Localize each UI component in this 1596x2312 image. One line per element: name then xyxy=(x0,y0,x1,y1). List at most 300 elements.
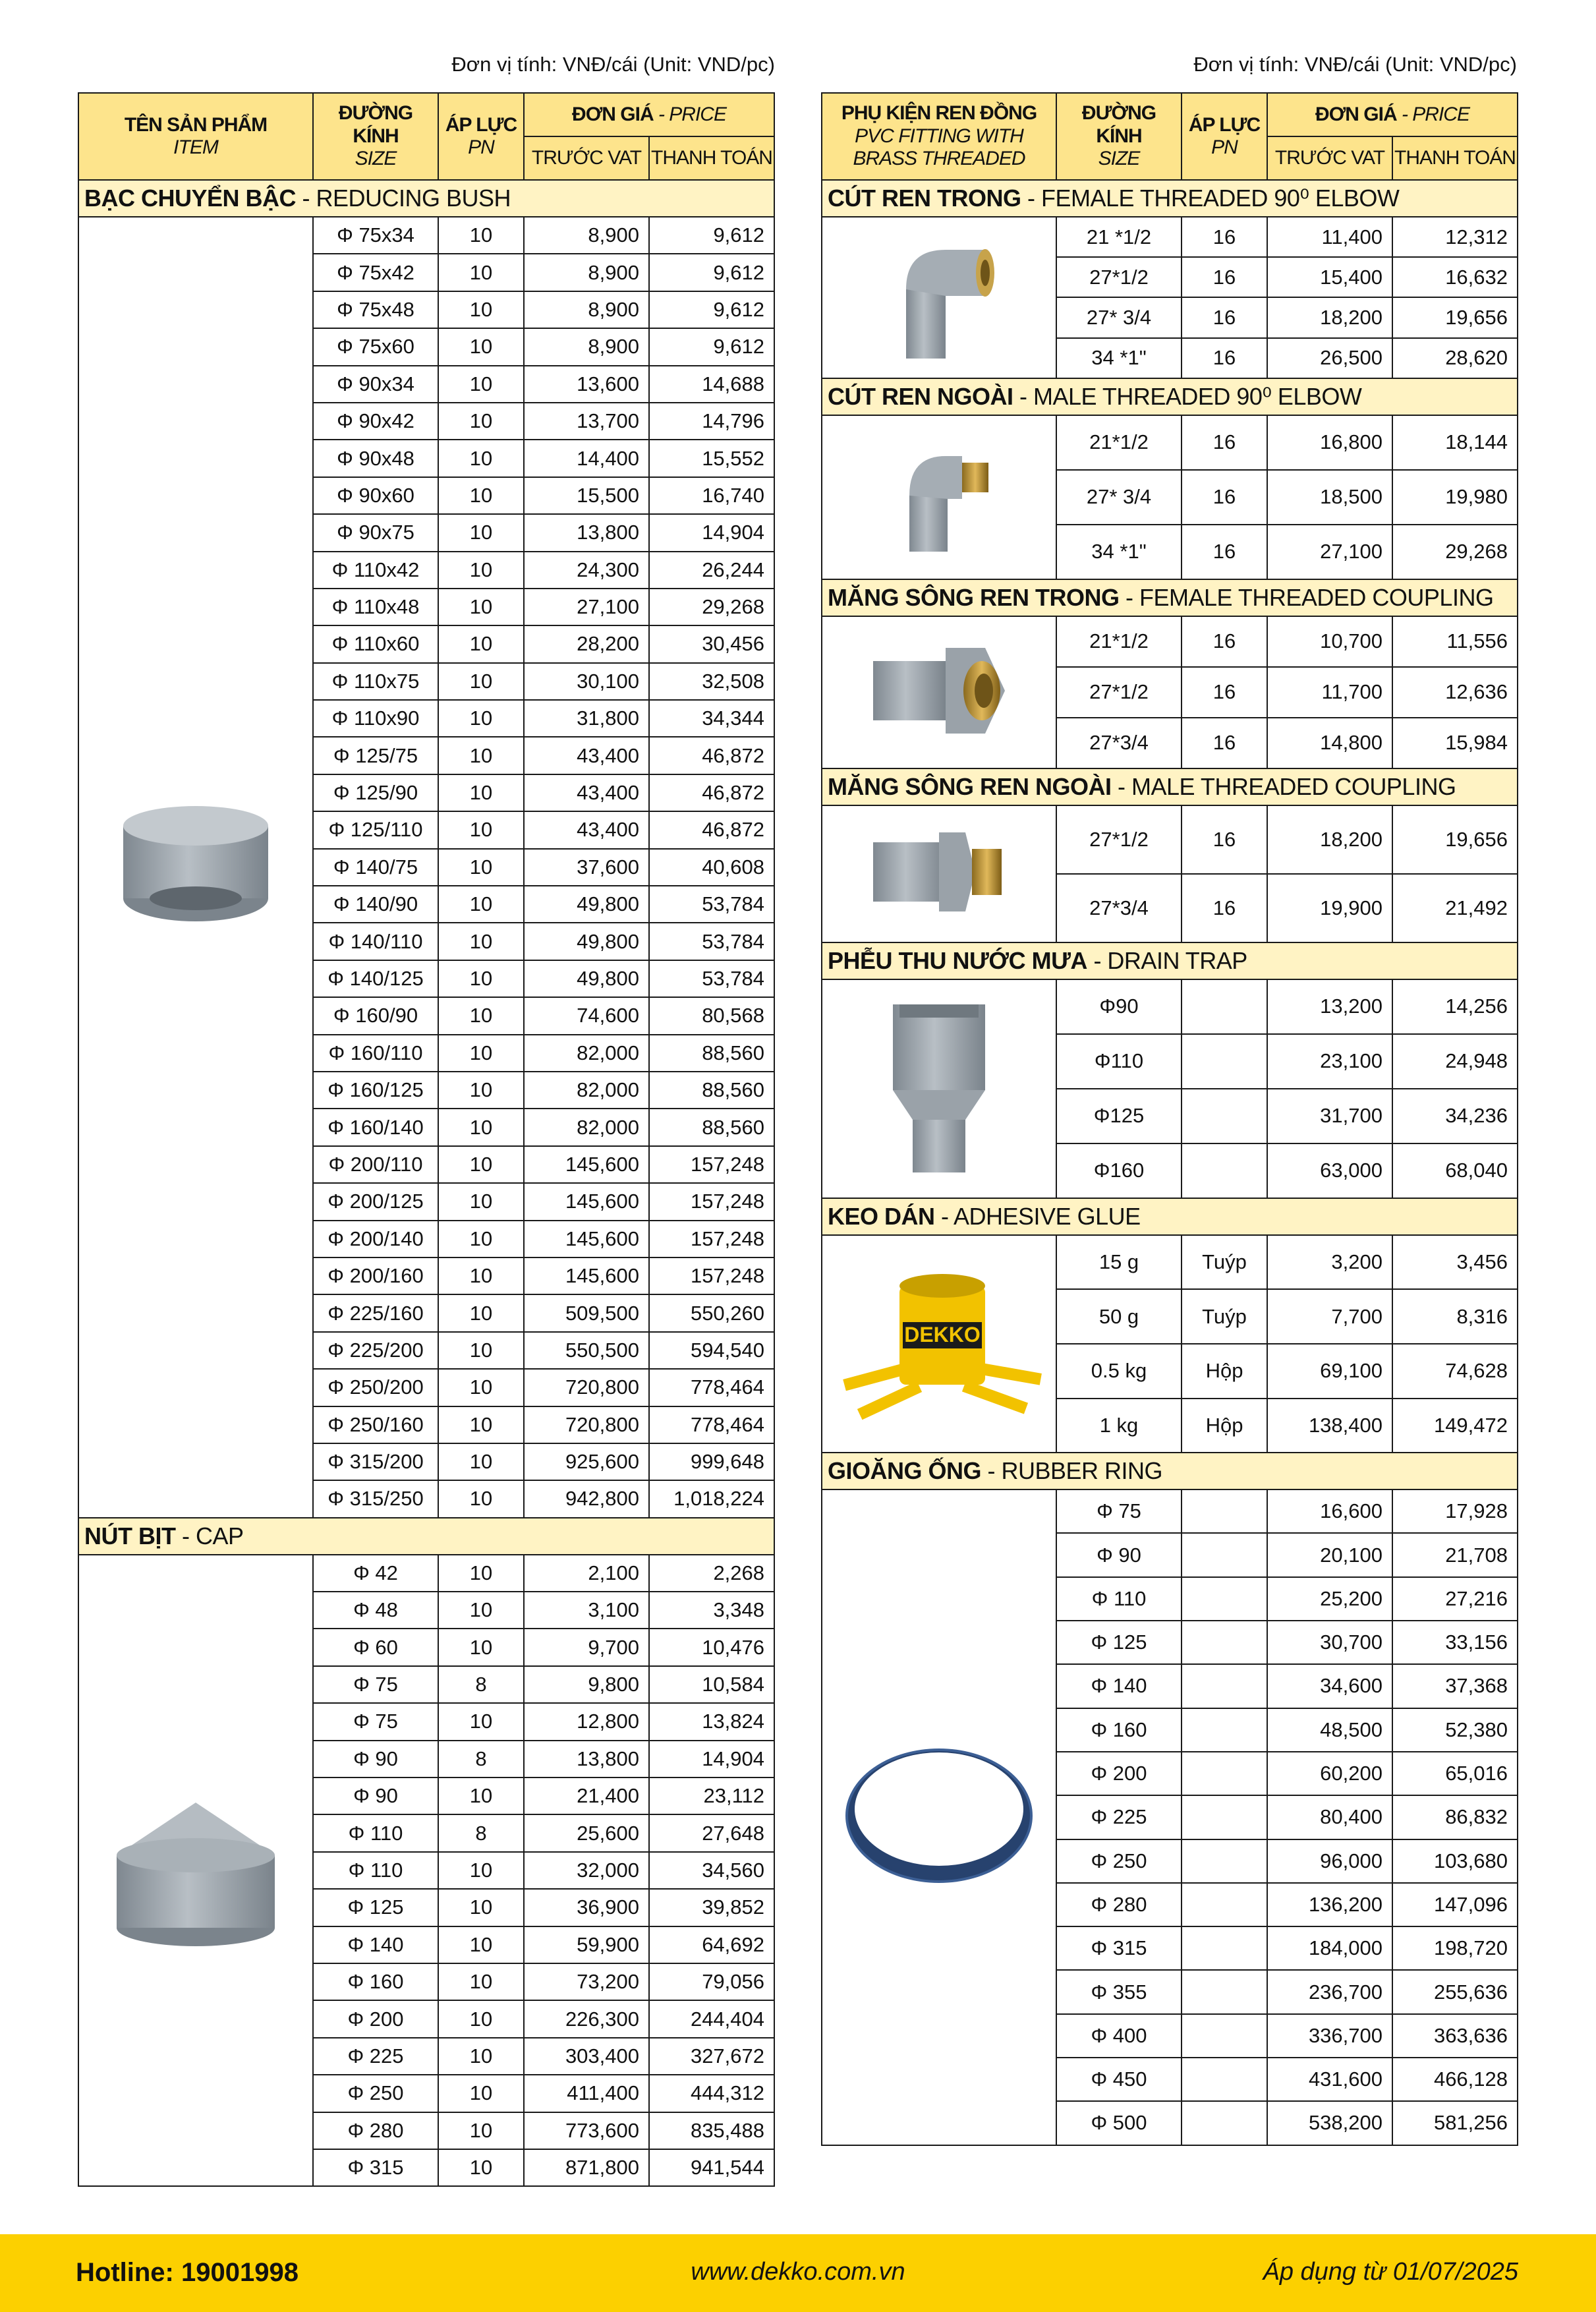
size-cell: Φ 110 xyxy=(313,1814,438,1851)
price-total-cell: 14,256 xyxy=(1392,979,1518,1034)
pn-cell xyxy=(1182,1708,1267,1752)
price-total-cell: 941,544 xyxy=(649,2149,774,2186)
price-total-cell: 19,656 xyxy=(1392,297,1518,337)
size-cell: 27*1/2 xyxy=(1056,805,1182,874)
pn-cell: 10 xyxy=(438,1294,524,1331)
pn-cell: 10 xyxy=(438,514,524,551)
table-row xyxy=(78,217,774,254)
pn-cell: 10 xyxy=(438,2038,524,2075)
pn-cell: 10 xyxy=(438,1257,524,1294)
price-total-cell: 53,784 xyxy=(649,886,774,923)
size-cell: Φ 315 xyxy=(1056,1926,1182,1970)
price-total-cell: 8,316 xyxy=(1392,1289,1518,1344)
price-before-vat-cell: 25,600 xyxy=(524,1814,649,1851)
section-title-en: - REDUCING BUSH xyxy=(296,185,511,212)
table-row xyxy=(822,1489,1518,1533)
price-before-vat-cell: 145,600 xyxy=(524,1146,649,1183)
price-total-cell: 68,040 xyxy=(1392,1143,1518,1198)
pn-cell xyxy=(1182,1533,1267,1576)
price-total-cell: 40,608 xyxy=(649,849,774,886)
pn-cell: 10 xyxy=(438,1963,524,2000)
size-cell: 0.5 kg xyxy=(1056,1344,1182,1399)
section-header-male-coupling xyxy=(822,768,1518,805)
price-before-vat-cell: 509,500 xyxy=(524,1294,649,1331)
price-before-vat-cell: 720,800 xyxy=(524,1369,649,1406)
price-total-cell: 28,620 xyxy=(1392,338,1518,378)
price-before-vat-cell: 138,400 xyxy=(1267,1399,1392,1453)
price-total-cell: 157,248 xyxy=(649,1257,774,1294)
size-cell: 21*1/2 xyxy=(1056,415,1182,470)
price-before-vat-cell: 21,400 xyxy=(524,1777,649,1814)
pn-cell: 16 xyxy=(1182,805,1267,874)
pn-cell: Hộp xyxy=(1182,1344,1267,1399)
price-total-cell: 52,380 xyxy=(1392,1708,1518,1752)
size-cell: Φ 225/200 xyxy=(313,1332,438,1369)
price-total-cell: 37,368 xyxy=(1392,1664,1518,1708)
size-cell: Φ 125/75 xyxy=(313,737,438,774)
price-before-vat-cell: 16,800 xyxy=(1267,415,1392,470)
size-cell: Φ 315/200 xyxy=(313,1443,438,1480)
price-before-vat-cell: 18,200 xyxy=(1267,297,1392,337)
section-header-rubber-ring xyxy=(822,1453,1518,1489)
price-before-vat-cell: 26,500 xyxy=(1267,338,1392,378)
hotline: Hotline: 19001998 xyxy=(76,2258,299,2287)
price-before-vat-cell: 27,100 xyxy=(524,589,649,625)
price-before-vat-cell: 73,200 xyxy=(524,1963,649,2000)
size-cell: Φ 200 xyxy=(313,2000,438,2037)
pn-cell xyxy=(1182,1621,1267,1664)
pn-cell xyxy=(1182,1883,1267,1926)
size-cell: Φ 140 xyxy=(313,1926,438,1963)
price-total-cell: 2,268 xyxy=(649,1555,774,1592)
price-total-cell: 39,852 xyxy=(649,1889,774,1926)
pn-cell: 10 xyxy=(438,589,524,625)
pn-cell: 10 xyxy=(438,886,524,923)
size-cell: Φ 90x48 xyxy=(313,440,438,477)
price-total-cell: 19,656 xyxy=(1392,805,1518,874)
size-cell: Φ 90x60 xyxy=(313,477,438,514)
price-before-vat-cell: 550,500 xyxy=(524,1332,649,1369)
pn-cell: 10 xyxy=(438,1183,524,1220)
size-cell: Φ 110x42 xyxy=(313,552,438,589)
apply-date: Áp dụng từ 01/07/2025 xyxy=(1263,2258,1518,2286)
price-total-cell: 17,928 xyxy=(1392,1489,1518,1533)
price-before-vat-cell: 20,100 xyxy=(1267,1533,1392,1576)
size-cell: 27*1/2 xyxy=(1056,667,1182,718)
pn-cell: 10 xyxy=(438,552,524,589)
size-cell: Φ 75 xyxy=(1056,1489,1182,1533)
pn-cell: 10 xyxy=(438,1072,524,1109)
size-cell: Φ 355 xyxy=(1056,1970,1182,2013)
pn-cell: 10 xyxy=(438,328,524,365)
size-cell: Φ125 xyxy=(1056,1089,1182,1143)
price-before-vat-cell: 18,200 xyxy=(1267,805,1392,874)
section-title-vn: GIOĂNG ỐNG xyxy=(828,1457,982,1485)
price-before-vat-cell: 2,100 xyxy=(524,1555,649,1592)
pn-cell: 10 xyxy=(438,774,524,811)
size-cell: Φ 160/140 xyxy=(313,1109,438,1145)
price-before-vat-cell: 136,200 xyxy=(1267,1883,1392,1926)
pn-cell: 10 xyxy=(438,1035,524,1072)
pn-cell: 16 xyxy=(1182,257,1267,297)
pn-cell: 10 xyxy=(438,477,524,514)
price-before-vat-cell: 49,800 xyxy=(524,923,649,960)
drain-trap-image xyxy=(822,979,1056,1198)
table-row xyxy=(822,616,1518,667)
price-total-cell: 32,508 xyxy=(649,663,774,700)
price-total-cell: 65,016 xyxy=(1392,1752,1518,1795)
pn-cell: Hộp xyxy=(1182,1399,1267,1453)
price-before-vat-cell: 773,600 xyxy=(524,2112,649,2149)
pn-cell: 10 xyxy=(438,663,524,700)
pn-cell: Tuýp xyxy=(1182,1289,1267,1344)
pn-cell xyxy=(1182,1795,1267,1839)
pn-cell: 16 xyxy=(1182,525,1267,579)
price-before-vat-cell: 145,600 xyxy=(524,1257,649,1294)
price-total-cell: 23,112 xyxy=(649,1777,774,1814)
size-cell: 27*1/2 xyxy=(1056,257,1182,297)
price-before-vat-cell: 82,000 xyxy=(524,1109,649,1145)
price-before-vat-cell: 9,800 xyxy=(524,1666,649,1703)
size-cell: Φ 75x48 xyxy=(313,291,438,328)
pn-cell: 10 xyxy=(438,217,524,254)
section-header-male-elbow xyxy=(822,378,1518,415)
pn-cell: 10 xyxy=(438,1443,524,1480)
pn-cell: 10 xyxy=(438,1221,524,1257)
price-before-vat-cell: 16,600 xyxy=(1267,1489,1392,1533)
price-before-vat-cell: 25,200 xyxy=(1267,1577,1392,1621)
size-cell: Φ 315 xyxy=(313,2149,438,2186)
price-total-cell: 3,348 xyxy=(649,1592,774,1629)
section-title-vn: NÚT BỊT xyxy=(84,1522,176,1549)
price-before-vat-cell: 32,000 xyxy=(524,1852,649,1889)
size-cell: 1 kg xyxy=(1056,1399,1182,1453)
rubber-ring-image xyxy=(822,1489,1056,2145)
size-cell: Φ 140 xyxy=(1056,1664,1182,1708)
header-item: TÊN SẢN PHẨM ITEM xyxy=(78,93,313,180)
price-total-cell: 244,404 xyxy=(649,2000,774,2037)
price-total-cell: 79,056 xyxy=(649,1963,774,2000)
unit-note-right: Đơn vị tính: VNĐ/cái (Unit: VND/pc) xyxy=(1193,53,1517,76)
pn-cell xyxy=(1182,1089,1267,1143)
pn-cell: 10 xyxy=(438,2000,524,2037)
pn-cell: Tuýp xyxy=(1182,1235,1267,1290)
pn-cell: 10 xyxy=(438,1592,524,1629)
price-total-cell: 14,688 xyxy=(649,366,774,403)
price-before-vat-cell: 11,400 xyxy=(1267,217,1392,257)
price-before-vat-cell: 74,600 xyxy=(524,997,649,1034)
pn-cell xyxy=(1182,2101,1267,2145)
size-cell: Φ160 xyxy=(1056,1143,1182,1198)
price-total-cell: 53,784 xyxy=(649,923,774,960)
price-total-cell: 255,636 xyxy=(1392,1970,1518,2013)
price-before-vat-cell: 27,100 xyxy=(1267,525,1392,579)
price-before-vat-cell: 9,700 xyxy=(524,1629,649,1665)
price-before-vat-cell: 69,100 xyxy=(1267,1344,1392,1399)
price-before-vat-cell: 145,600 xyxy=(524,1221,649,1257)
price-total-cell: 11,556 xyxy=(1392,616,1518,667)
size-cell: Φ 225 xyxy=(1056,1795,1182,1839)
price-total-cell: 26,244 xyxy=(649,552,774,589)
price-before-vat-cell: 19,900 xyxy=(1267,874,1392,942)
table-row xyxy=(822,217,1518,257)
section-title-vn: PHỄU THU NƯỚC MƯA xyxy=(828,946,1087,974)
price-total-cell: 33,156 xyxy=(1392,1621,1518,1664)
pn-cell: 16 xyxy=(1182,470,1267,525)
pn-cell: 10 xyxy=(438,849,524,886)
cap-icon xyxy=(110,1783,281,1954)
header-pn: ÁP LỰC PN xyxy=(1182,93,1267,180)
price-before-vat-cell: 31,800 xyxy=(524,700,649,737)
price-before-vat-cell: 145,600 xyxy=(524,1183,649,1220)
section-header-drain-trap xyxy=(822,942,1518,979)
size-cell: Φ 160 xyxy=(1056,1708,1182,1752)
price-before-vat-cell: 8,900 xyxy=(524,254,649,291)
size-cell: Φ 125/90 xyxy=(313,774,438,811)
header-before-vat: TRƯỚC VAT xyxy=(1267,136,1392,180)
price-total-cell: 9,612 xyxy=(649,291,774,328)
pn-cell: 10 xyxy=(438,2112,524,2149)
price-before-vat-cell: 37,600 xyxy=(524,849,649,886)
female-coupling-icon xyxy=(867,635,1012,747)
pn-cell: 8 xyxy=(438,1666,524,1703)
size-cell: Φ 140/75 xyxy=(313,849,438,886)
size-cell: Φ 160/90 xyxy=(313,997,438,1034)
price-total-cell: 594,540 xyxy=(649,1332,774,1369)
pn-cell: 10 xyxy=(438,625,524,662)
size-cell: Φ 110x60 xyxy=(313,625,438,662)
price-total-cell: 21,492 xyxy=(1392,874,1518,942)
price-total-cell: 363,636 xyxy=(1392,2014,1518,2058)
size-cell: 15 g xyxy=(1056,1235,1182,1290)
price-before-vat-cell: 96,000 xyxy=(1267,1839,1392,1883)
price-before-vat-cell: 8,900 xyxy=(524,328,649,365)
price-total-cell: 9,612 xyxy=(649,217,774,254)
svg-text:DEKKO: DEKKO xyxy=(904,1323,981,1347)
price-total-cell: 16,740 xyxy=(649,477,774,514)
size-cell: Φ 250 xyxy=(1056,1839,1182,1883)
male-elbow-icon xyxy=(880,436,998,555)
pn-cell: 16 xyxy=(1182,874,1267,942)
section-header-glue xyxy=(822,1198,1518,1235)
pn-cell xyxy=(1182,1489,1267,1533)
pn-cell: 10 xyxy=(438,923,524,960)
size-cell: 27* 3/4 xyxy=(1056,470,1182,525)
size-cell: Φ 125 xyxy=(1056,1621,1182,1664)
price-total-cell: 29,268 xyxy=(1392,525,1518,579)
pn-cell: 10 xyxy=(438,2149,524,2186)
table-row xyxy=(822,415,1518,470)
pn-cell: 10 xyxy=(438,1703,524,1740)
price-before-vat-cell: 63,000 xyxy=(1267,1143,1392,1198)
price-before-vat-cell: 30,700 xyxy=(1267,1621,1392,1664)
pn-cell xyxy=(1182,2058,1267,2101)
size-cell: Φ 160/110 xyxy=(313,1035,438,1072)
price-total-cell: 10,584 xyxy=(649,1666,774,1703)
size-cell: 27*3/4 xyxy=(1056,874,1182,942)
size-cell: Φ 90x34 xyxy=(313,366,438,403)
pn-cell: 16 xyxy=(1182,616,1267,667)
website-link[interactable]: www.dekko.com.vn xyxy=(691,2258,905,2286)
price-total-cell: 53,784 xyxy=(649,960,774,997)
pn-cell: 10 xyxy=(438,811,524,848)
reducing-bush-image xyxy=(78,217,313,1518)
size-cell: Φ 75x34 xyxy=(313,217,438,254)
price-total-cell: 103,680 xyxy=(1392,1839,1518,1883)
pn-cell: 10 xyxy=(438,1332,524,1369)
size-cell: Φ 250/200 xyxy=(313,1369,438,1406)
price-total-cell: 29,268 xyxy=(649,589,774,625)
pn-cell xyxy=(1182,1034,1267,1089)
price-before-vat-cell: 925,600 xyxy=(524,1443,649,1480)
pn-cell: 10 xyxy=(438,1369,524,1406)
size-cell: Φ 75x42 xyxy=(313,254,438,291)
price-total-cell: 444,312 xyxy=(649,2075,774,2112)
price-before-vat-cell: 24,300 xyxy=(524,552,649,589)
pn-cell xyxy=(1182,979,1267,1034)
pn-cell: 10 xyxy=(438,737,524,774)
male-coupling-icon xyxy=(867,816,1012,928)
pn-cell: 16 xyxy=(1182,667,1267,718)
price-before-vat-cell: 871,800 xyxy=(524,2149,649,2186)
section-title-vn: MĂNG SÔNG REN NGOÀI xyxy=(828,772,1112,800)
pn-cell: 10 xyxy=(438,1406,524,1443)
pn-cell: 10 xyxy=(438,366,524,403)
size-cell: Φ 60 xyxy=(313,1629,438,1665)
price-total-cell: 46,872 xyxy=(649,737,774,774)
size-cell: Φ 48 xyxy=(313,1592,438,1629)
pn-cell: 10 xyxy=(438,1480,524,1517)
size-cell: Φ 500 xyxy=(1056,2101,1182,2145)
price-before-vat-cell: 13,700 xyxy=(524,403,649,440)
footer-bar xyxy=(0,2234,1596,2312)
price-total-cell: 15,552 xyxy=(649,440,774,477)
price-before-vat-cell: 303,400 xyxy=(524,2038,649,2075)
price-before-vat-cell: 23,100 xyxy=(1267,1034,1392,1089)
price-total-cell: 34,344 xyxy=(649,700,774,737)
price-before-vat-cell: 59,900 xyxy=(524,1926,649,1963)
size-cell: Φ 160/125 xyxy=(313,1072,438,1109)
price-total-cell: 46,872 xyxy=(649,811,774,848)
pn-cell: 8 xyxy=(438,1814,524,1851)
size-cell: Φ 90 xyxy=(313,1777,438,1814)
female-coupling-image xyxy=(822,616,1056,768)
price-total-cell: 88,560 xyxy=(649,1109,774,1145)
price-before-vat-cell: 43,400 xyxy=(524,737,649,774)
size-cell: 27* 3/4 xyxy=(1056,297,1182,337)
pn-cell: 16 xyxy=(1182,415,1267,470)
unit-note-left: Đơn vị tính: VNĐ/cái (Unit: VND/pc) xyxy=(451,53,775,76)
pn-cell xyxy=(1182,1143,1267,1198)
pn-cell: 10 xyxy=(438,960,524,997)
pn-cell: 10 xyxy=(438,1146,524,1183)
price-total-cell: 9,612 xyxy=(649,254,774,291)
header-before-vat: TRƯỚC VAT xyxy=(524,136,649,180)
price-before-vat-cell: 13,600 xyxy=(524,366,649,403)
size-cell: Φ 125 xyxy=(313,1889,438,1926)
price-before-vat-cell: 30,100 xyxy=(524,663,649,700)
section-header-female-coupling xyxy=(822,579,1518,616)
price-total-cell: 157,248 xyxy=(649,1221,774,1257)
price-before-vat-cell: 13,200 xyxy=(1267,979,1392,1034)
price-total-cell: 14,904 xyxy=(649,1741,774,1777)
pn-cell xyxy=(1182,1839,1267,1883)
section-title-vn: MĂNG SÔNG REN TRONG xyxy=(828,583,1120,611)
size-cell: Φ 315/250 xyxy=(313,1480,438,1517)
header-price: ĐƠN GIÁ - PRICE xyxy=(524,93,774,136)
size-cell: Φ 225 xyxy=(313,2038,438,2075)
price-total-cell: 24,948 xyxy=(1392,1034,1518,1089)
price-before-vat-cell: 36,900 xyxy=(524,1889,649,1926)
size-cell: Φ 140/90 xyxy=(313,886,438,923)
price-total-cell: 157,248 xyxy=(649,1183,774,1220)
size-cell: Φ 280 xyxy=(313,2112,438,2149)
section-title-vn: CÚT REN TRONG xyxy=(828,185,1021,212)
size-cell: Φ 110x90 xyxy=(313,700,438,737)
pn-cell: 16 xyxy=(1182,718,1267,768)
price-before-vat-cell: 10,700 xyxy=(1267,616,1392,667)
price-before-vat-cell: 60,200 xyxy=(1267,1752,1392,1795)
price-before-vat-cell: 13,800 xyxy=(524,1741,649,1777)
pn-cell: 10 xyxy=(438,2075,524,2112)
price-total-cell: 999,648 xyxy=(649,1443,774,1480)
pn-cell: 10 xyxy=(438,1926,524,1963)
pn-cell: 8 xyxy=(438,1741,524,1777)
price-before-vat-cell: 8,900 xyxy=(524,291,649,328)
table-row xyxy=(822,979,1518,1034)
price-total-cell: 10,476 xyxy=(649,1629,774,1665)
price-total-cell: 3,456 xyxy=(1392,1235,1518,1290)
table-row xyxy=(822,805,1518,874)
price-total-cell: 9,612 xyxy=(649,328,774,365)
pn-cell: 10 xyxy=(438,1777,524,1814)
section-header-female-elbow xyxy=(822,180,1518,217)
pn-cell: 10 xyxy=(438,440,524,477)
table-row xyxy=(822,1235,1518,1290)
pn-cell xyxy=(1182,2014,1267,2058)
price-total-cell: 34,560 xyxy=(649,1852,774,1889)
section-title-vn: BẠC CHUYỂN BẬC xyxy=(84,185,297,212)
price-before-vat-cell: 49,800 xyxy=(524,960,649,997)
pn-cell: 10 xyxy=(438,291,524,328)
price-before-vat-cell: 15,400 xyxy=(1267,257,1392,297)
size-cell: Φ 75x60 xyxy=(313,328,438,365)
size-cell: Φ 140/125 xyxy=(313,960,438,997)
price-total-cell: 778,464 xyxy=(649,1369,774,1406)
size-cell: Φ 125/110 xyxy=(313,811,438,848)
size-cell: Φ 75 xyxy=(313,1666,438,1703)
glue-image xyxy=(822,1235,1056,1453)
size-cell: 21*1/2 xyxy=(1056,616,1182,667)
price-total-cell: 34,236 xyxy=(1392,1089,1518,1143)
price-total-cell: 86,832 xyxy=(1392,1795,1518,1839)
price-total-cell: 16,632 xyxy=(1392,257,1518,297)
price-before-vat-cell: 226,300 xyxy=(524,2000,649,2037)
price-before-vat-cell: 8,900 xyxy=(524,217,649,254)
size-cell: Φ110 xyxy=(1056,1034,1182,1089)
price-before-vat-cell: 13,800 xyxy=(524,514,649,551)
price-before-vat-cell: 34,600 xyxy=(1267,1664,1392,1708)
size-cell: Φ90 xyxy=(1056,979,1182,1034)
pn-cell: 16 xyxy=(1182,338,1267,378)
price-total-cell: 778,464 xyxy=(649,1406,774,1443)
section-title-en: - MALE THREADED COUPLING xyxy=(1111,772,1456,800)
price-total-cell: 80,568 xyxy=(649,997,774,1034)
size-cell: 27*3/4 xyxy=(1056,718,1182,768)
pn-cell: 10 xyxy=(438,997,524,1034)
section-title-en: - FEMALE THREADED COUPLING xyxy=(1119,583,1494,611)
price-before-vat-cell: 28,200 xyxy=(524,625,649,662)
